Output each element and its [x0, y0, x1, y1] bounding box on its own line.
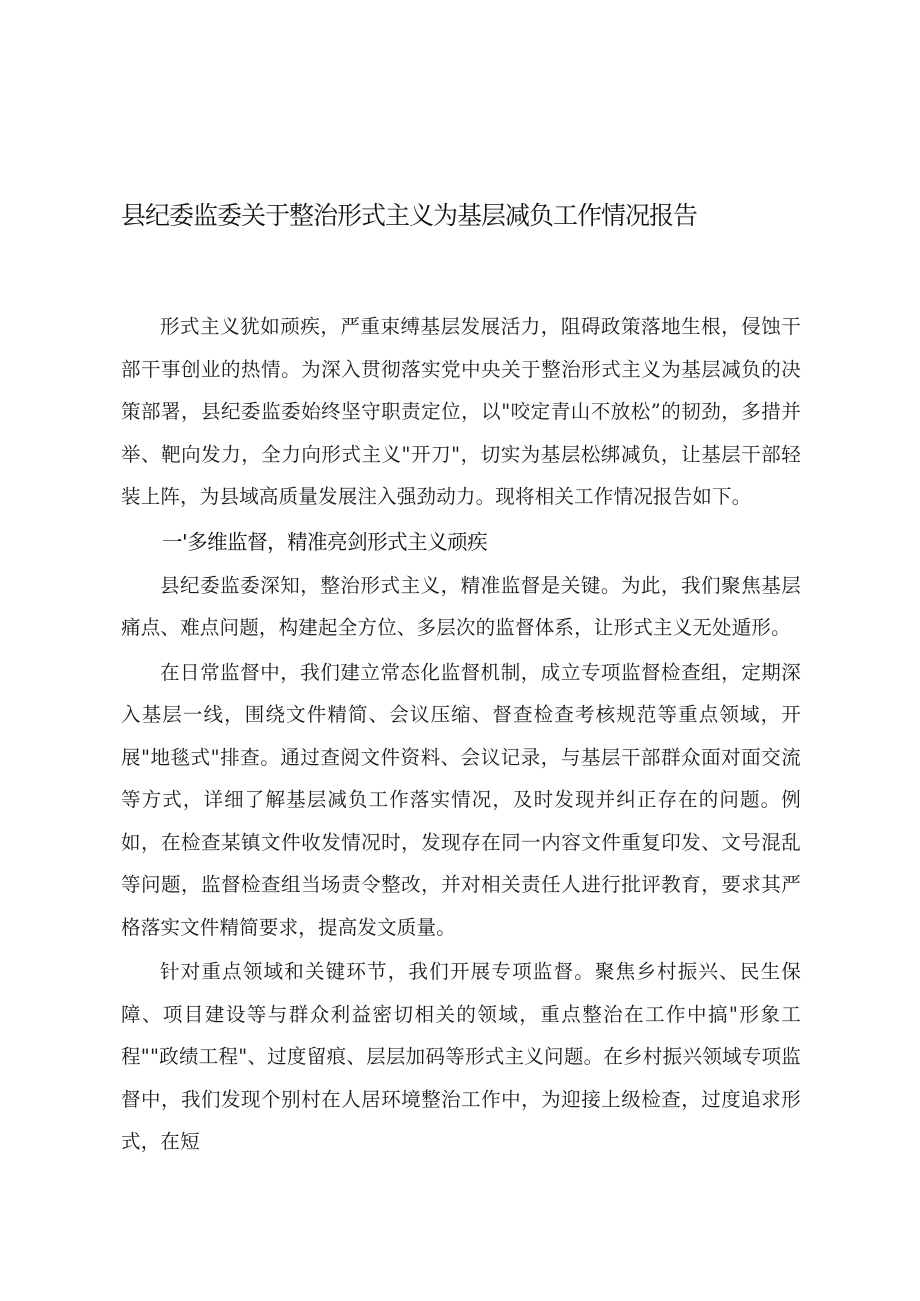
body-paragraph: 在日常监督中，我们建立常态化监督机制，成立专项监督检查组，定期深入基层一线，围绕文件精简、会议压缩、督查检查考核规范等重点领域，开展"地毯式"排查。通过查阅文件资料、会议记录，与基层干部群众面对面交流等方式，详细了解基层减负工作落实情况，及时发现并纠正存在的问题。例如，在检查某镇文件收发情况时，发现存在同一内容文件重复印发、文号混乱等问题，监督检查组当场责令整改，并对相关责任人进行批评教育，要求其严格落实文件精简要求，提高发文质量。 [121, 660, 801, 939]
body-paragraph: 针对重点领域和关键环节，我们开展专项监督。聚焦乡村振兴、民生保障、项目建设等与群众利益密切相关的领域，重点整治在工作中搞"形象工程""政绩工程"、过度留痕、层层加码等形式主义问题。在乡村振兴领域专项监督中，我们发现个别村在人居环境整治工作中，为迎接上级检查，过度追求形式，在短 [121, 960, 801, 1153]
section-heading: 一'多维监督，精准亮剑形式主义顽疾 [162, 529, 488, 554]
intro-paragraph: 形式主义犹如顽疾，严重束缚基层发展活力，阻碍政策落地生根，侵蚀干部干事创业的热情。为深入贯彻落实党中央关于整治形式主义为基层减负的决策部署，县纪委监委始终坚守职责定位，以"咬定青山不放松”的韧劲，多措并举、靶向发力，全力向形式主义"开刀"，切实为基层松绑减负，让基层干部轻装上阵，为县域高质量发展注入强劲动力。现将相关工作情况报告如下。 [121, 315, 801, 508]
body-paragraph: 县纪委监委深知，整治形式主义，精准监督是关键。为此，我们聚焦基层痛点、难点问题，构建起全方位、多层次的监督体系，让形式主义无处遁形。 [121, 573, 801, 639]
document-title: 县纪委监委关于整治形式主义为基层减负工作情况报告 [121, 201, 698, 230]
document-body [121, 306, 801, 1164]
